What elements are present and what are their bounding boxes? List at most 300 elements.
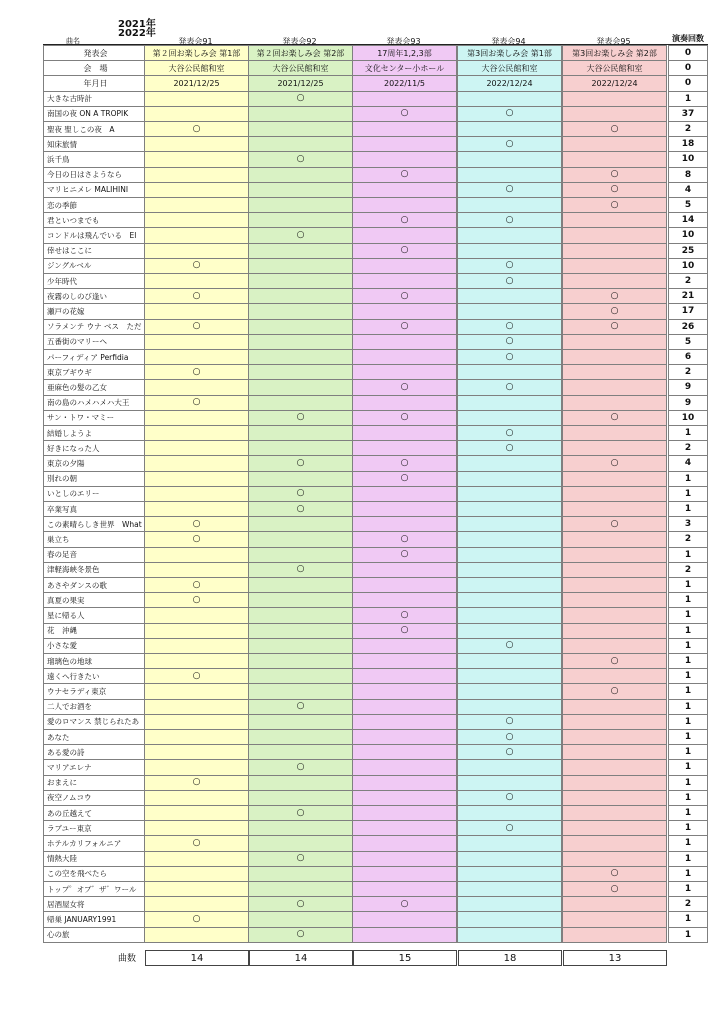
song-name-cell: あさやダンスの歌 <box>43 577 145 593</box>
performance-cell <box>457 699 562 715</box>
performance-cell <box>457 683 562 699</box>
performance-cell <box>144 805 249 821</box>
performed-mark: ○ <box>610 412 619 423</box>
performance-cell <box>562 699 667 715</box>
performed-mark: ○ <box>296 229 305 240</box>
performance-cell <box>562 379 667 395</box>
performance-cell <box>562 471 667 487</box>
performance-cell <box>457 486 562 502</box>
play-count-cell: 2 <box>668 896 708 912</box>
performance-cell <box>352 379 457 395</box>
performance-cell <box>352 395 457 411</box>
event-name-cell: 第3回お楽しみ会 第2部 <box>562 45 667 61</box>
play-count-cell: 1 <box>668 775 708 791</box>
performance-cell <box>562 759 667 775</box>
event-column-header: 発表会93 <box>386 37 421 46</box>
performance-cell <box>562 151 667 167</box>
performance-cell <box>562 835 667 851</box>
performance-cell <box>562 303 667 319</box>
play-count-cell: 1 <box>668 911 708 927</box>
performance-cell <box>562 243 667 259</box>
performance-cell <box>248 349 353 365</box>
performance-cell <box>457 638 562 654</box>
performed-mark: ○ <box>505 108 514 119</box>
song-name-cell: 星に帰る人 <box>43 607 145 623</box>
performance-cell <box>248 288 353 304</box>
performance-cell <box>144 106 249 122</box>
performance-cell <box>457 592 562 608</box>
performance-cell <box>457 410 562 426</box>
performance-cell <box>457 471 562 487</box>
performance-cell <box>248 744 353 760</box>
performance-cell <box>144 668 249 684</box>
performance-cell <box>562 395 667 411</box>
performance-cell <box>248 319 353 335</box>
performed-mark: ○ <box>505 442 514 453</box>
performance-cell <box>562 501 667 517</box>
performance-cell <box>457 714 562 730</box>
performed-mark: ○ <box>505 336 514 347</box>
play-count-cell: 14 <box>668 212 708 228</box>
performance-cell <box>562 167 667 183</box>
performance-cell <box>562 729 667 745</box>
performed-mark: ○ <box>192 913 201 924</box>
performance-cell <box>248 714 353 730</box>
event-column-header: 発表会94 <box>491 37 526 46</box>
song-name-cell: 今日の日はさようなら <box>43 167 145 183</box>
song-name-cell: パーフィディア Perfidia <box>43 349 145 365</box>
performance-cell <box>457 121 562 137</box>
performance-cell <box>144 501 249 517</box>
performed-mark: ○ <box>505 427 514 438</box>
song-name-cell: 居酒屋女将 <box>43 896 145 912</box>
play-count-cell: 1 <box>668 486 708 502</box>
performance-cell <box>144 197 249 213</box>
performance-cell <box>248 881 353 897</box>
performance-cell <box>352 881 457 897</box>
performance-cell <box>248 653 353 669</box>
song-name-cell: 東京の夕陽 <box>43 455 145 471</box>
performance-cell <box>457 334 562 350</box>
play-count-cell: 1 <box>668 744 708 760</box>
performance-cell <box>457 790 562 806</box>
performance-cell <box>562 881 667 897</box>
event-date-cell: 2022/12/24 <box>562 75 667 91</box>
performance-cell <box>248 501 353 517</box>
play-count-cell: 1 <box>668 547 708 563</box>
performed-mark: ○ <box>296 929 305 940</box>
performance-cell <box>248 729 353 745</box>
performance-cell <box>562 562 667 578</box>
performance-cell <box>248 136 353 152</box>
performance-cell <box>562 531 667 547</box>
play-count-cell: 9 <box>668 395 708 411</box>
song-name-cell: ラブユー東京 <box>43 820 145 836</box>
performance-cell <box>457 729 562 745</box>
performance-cell <box>352 410 457 426</box>
performance-cell <box>352 683 457 699</box>
performance-cell <box>562 364 667 380</box>
play-count-cell: 5 <box>668 197 708 213</box>
performance-cell <box>144 349 249 365</box>
play-count-cell: 1 <box>668 759 708 775</box>
play-count-cell: 26 <box>668 319 708 335</box>
performance-cell <box>144 167 249 183</box>
play-count-cell: 18 <box>668 136 708 152</box>
performance-cell <box>144 577 249 593</box>
performed-mark: ○ <box>400 549 409 560</box>
performed-mark: ○ <box>296 807 305 818</box>
performance-cell <box>248 562 353 578</box>
song-name-cell: 津軽海峡冬景色 <box>43 562 145 578</box>
performance-cell <box>144 683 249 699</box>
performance-cell <box>248 303 353 319</box>
event-song-total: 13 <box>563 950 667 966</box>
play-count-cell: 1 <box>668 425 708 441</box>
performance-cell <box>144 486 249 502</box>
performance-cell <box>248 790 353 806</box>
performance-cell <box>562 607 667 623</box>
performance-cell <box>352 334 457 350</box>
performed-mark: ○ <box>296 457 305 468</box>
performed-mark: ○ <box>610 868 619 879</box>
performance-cell <box>144 303 249 319</box>
song-name-cell: ソラメンテ ウナ ベス ただ <box>43 319 145 335</box>
performance-cell <box>352 820 457 836</box>
performance-cell <box>144 744 249 760</box>
performed-mark: ○ <box>296 93 305 104</box>
play-count-cell: 1 <box>668 805 708 821</box>
play-count-cell: 10 <box>668 227 708 243</box>
event-column-header: 発表会95 <box>596 37 631 46</box>
performance-cell <box>352 440 457 456</box>
performed-mark: ○ <box>296 761 305 772</box>
performed-mark: ○ <box>505 746 514 757</box>
performance-cell <box>352 744 457 760</box>
performance-cell <box>562 91 667 107</box>
performance-cell <box>562 212 667 228</box>
performance-cell <box>457 106 562 122</box>
performed-mark: ○ <box>192 397 201 408</box>
play-count-cell: 1 <box>668 607 708 623</box>
performance-cell <box>562 820 667 836</box>
performance-cell <box>457 212 562 228</box>
performance-cell <box>457 303 562 319</box>
performed-mark: ○ <box>610 184 619 195</box>
play-count-cell: 2 <box>668 364 708 380</box>
performed-mark: ○ <box>400 412 409 423</box>
performed-mark: ○ <box>192 579 201 590</box>
performance-cell <box>352 592 457 608</box>
performed-mark: ○ <box>505 822 514 833</box>
song-name-cell: あなた <box>43 729 145 745</box>
performance-cell <box>144 121 249 137</box>
performance-cell <box>144 729 249 745</box>
performance-cell <box>248 395 353 411</box>
performance-cell <box>352 212 457 228</box>
song-name-cell: 倖せはここに <box>43 243 145 259</box>
song-name-cell: 聖夜 聖しこの夜 A <box>43 121 145 137</box>
performance-cell <box>352 516 457 532</box>
performance-cell <box>457 167 562 183</box>
performance-cell <box>352 653 457 669</box>
play-count-cell: 2 <box>668 531 708 547</box>
song-name-cell: マリアエレナ <box>43 759 145 775</box>
performance-cell <box>352 227 457 243</box>
performance-cell <box>144 607 249 623</box>
play-count-cell: 2 <box>668 562 708 578</box>
event-date-cell: 2022/11/5 <box>352 75 457 91</box>
song-name-cell: トップ゜オブ゛ザ゛ワール <box>43 881 145 897</box>
performance-cell <box>457 653 562 669</box>
event-venue-cell: 大谷公民館和室 <box>457 60 562 76</box>
performance-cell <box>144 881 249 897</box>
performance-cell <box>352 866 457 882</box>
performance-cell <box>352 577 457 593</box>
performance-cell <box>457 547 562 563</box>
play-count-cell: 1 <box>668 592 708 608</box>
performed-mark: ○ <box>400 473 409 484</box>
song-name-cell: 花 沖縄 <box>43 623 145 639</box>
play-count-cell: 1 <box>668 790 708 806</box>
song-name-cell: 南国の夜 ON A TROPIK <box>43 106 145 122</box>
performed-mark: ○ <box>610 518 619 529</box>
song-name-cell: 瑠璃色の地球 <box>43 653 145 669</box>
performance-cell <box>248 866 353 882</box>
play-count-cell: 1 <box>668 714 708 730</box>
event-name-cell: 第２回お楽しみ会 第2部 <box>248 45 353 61</box>
event-date-cell: 2021/12/25 <box>248 75 353 91</box>
year-label-2022: 2022年 <box>118 28 156 39</box>
performance-cell <box>457 243 562 259</box>
performance-cell <box>562 683 667 699</box>
performance-cell <box>144 759 249 775</box>
event-song-total: 14 <box>249 950 353 966</box>
song-name-cell: マリヒニメレ MALIHINI <box>43 182 145 198</box>
performance-cell <box>248 911 353 927</box>
performance-cell <box>144 471 249 487</box>
performance-cell <box>562 410 667 426</box>
song-name-cell: ホテルカリフォルニア <box>43 835 145 851</box>
performed-mark: ○ <box>296 153 305 164</box>
performed-mark: ○ <box>296 898 305 909</box>
performed-mark: ○ <box>610 169 619 180</box>
performance-cell <box>144 410 249 426</box>
performance-cell <box>457 911 562 927</box>
performance-cell <box>562 790 667 806</box>
performance-cell <box>248 607 353 623</box>
performance-cell <box>562 106 667 122</box>
performance-cell <box>562 121 667 137</box>
play-count-cell: 17 <box>668 303 708 319</box>
play-count-cell: 1 <box>668 501 708 517</box>
performance-cell <box>352 455 457 471</box>
performance-cell <box>248 197 353 213</box>
performance-cell <box>352 288 457 304</box>
song-name-cell: 好きになった人 <box>43 440 145 456</box>
performance-cell <box>457 623 562 639</box>
performance-cell <box>248 896 353 912</box>
performance-cell <box>352 927 457 943</box>
song-name-cell: 春の足音 <box>43 547 145 563</box>
performance-cell <box>144 288 249 304</box>
performance-cell <box>457 364 562 380</box>
performance-cell <box>457 775 562 791</box>
song-name-cell: 巣立ち <box>43 531 145 547</box>
performance-cell <box>457 91 562 107</box>
song-name-cell: 少年時代 <box>43 273 145 289</box>
performed-mark: ○ <box>296 853 305 864</box>
performance-cell <box>352 106 457 122</box>
play-count-cell: 25 <box>668 243 708 259</box>
event-song-total: 18 <box>458 950 562 966</box>
performance-cell <box>248 455 353 471</box>
play-count-cell: 37 <box>668 106 708 122</box>
song-name-cell: 愛のロマンス 禁じられたあ <box>43 714 145 730</box>
performance-cell <box>144 562 249 578</box>
event-name-cell: 第２回お楽しみ会 第1部 <box>144 45 249 61</box>
performed-mark: ○ <box>192 123 201 134</box>
performance-cell <box>248 379 353 395</box>
play-count-cell: 9 <box>668 379 708 395</box>
song-name-cell: この空を飛べたら <box>43 866 145 882</box>
performance-cell <box>352 501 457 517</box>
performance-cell <box>144 258 249 274</box>
song-name-cell: 小さな愛 <box>43 638 145 654</box>
performance-cell <box>352 896 457 912</box>
performance-cell <box>248 167 353 183</box>
performance-cell <box>457 136 562 152</box>
performed-mark: ○ <box>610 290 619 301</box>
performance-cell <box>562 866 667 882</box>
performed-mark: ○ <box>192 837 201 848</box>
performed-mark: ○ <box>505 731 514 742</box>
song-name-cell: 夜空ノムコウ <box>43 790 145 806</box>
song-name-cell: 恋の季節 <box>43 197 145 213</box>
play-count-cell: 3 <box>668 516 708 532</box>
performance-cell <box>248 683 353 699</box>
performance-cell <box>144 927 249 943</box>
song-name-cell: 東京ブギウギ <box>43 364 145 380</box>
performance-cell <box>248 851 353 867</box>
event-column-header: 発表会92 <box>282 37 317 46</box>
play-count-cell: 4 <box>668 455 708 471</box>
performance-cell <box>457 197 562 213</box>
total-label: 曲数 <box>118 954 137 964</box>
song-name-cell: おまえに <box>43 775 145 791</box>
play-count-cell: 1 <box>668 638 708 654</box>
performance-cell <box>144 851 249 867</box>
play-count-cell: 5 <box>668 334 708 350</box>
performance-cell <box>248 486 353 502</box>
play-count-cell: 1 <box>668 623 708 639</box>
performed-mark: ○ <box>400 898 409 909</box>
play-count-cell: 1 <box>668 471 708 487</box>
performance-cell <box>144 425 249 441</box>
performance-cell <box>457 759 562 775</box>
event-name-cell: 第3回お楽しみ会 第1部 <box>457 45 562 61</box>
song-name-cell: 遠くへ行きたい <box>43 668 145 684</box>
song-name-cell: 瀬戸の花嫁 <box>43 303 145 319</box>
performance-cell <box>457 805 562 821</box>
performed-mark: ○ <box>505 716 514 727</box>
year-label-2021: 2021年 <box>118 19 156 30</box>
song-name-cell: 知床旅情 <box>43 136 145 152</box>
event-venue-cell: 大谷公民館和室 <box>248 60 353 76</box>
performance-cell <box>248 820 353 836</box>
performance-cell <box>352 471 457 487</box>
performance-cell <box>562 486 667 502</box>
performed-mark: ○ <box>296 564 305 575</box>
performance-cell <box>562 349 667 365</box>
performance-cell <box>457 516 562 532</box>
performance-cell <box>248 121 353 137</box>
performance-cell <box>457 182 562 198</box>
performed-mark: ○ <box>505 321 514 332</box>
performance-cell <box>457 881 562 897</box>
performance-cell <box>562 425 667 441</box>
performed-mark: ○ <box>400 381 409 392</box>
performance-cell <box>248 258 353 274</box>
performed-mark: ○ <box>400 290 409 301</box>
performance-cell <box>457 562 562 578</box>
performance-cell <box>457 455 562 471</box>
performed-mark: ○ <box>505 275 514 286</box>
performance-cell <box>562 668 667 684</box>
performance-cell <box>352 851 457 867</box>
performance-cell <box>248 334 353 350</box>
performance-cell <box>352 486 457 502</box>
performed-mark: ○ <box>400 108 409 119</box>
performance-cell <box>562 623 667 639</box>
header-row-label: 会 場 <box>43 60 145 76</box>
performance-cell <box>352 668 457 684</box>
performed-mark: ○ <box>610 685 619 696</box>
performance-cell <box>144 699 249 715</box>
performance-cell <box>144 835 249 851</box>
song-name-cell: 浜千鳥 <box>43 151 145 167</box>
performance-cell <box>457 349 562 365</box>
play-count-cell: 1 <box>668 699 708 715</box>
performance-cell <box>457 820 562 836</box>
event-venue-cell: 大谷公民館和室 <box>144 60 249 76</box>
performed-mark: ○ <box>610 199 619 210</box>
performance-cell <box>352 607 457 623</box>
performance-cell <box>144 638 249 654</box>
performance-cell <box>352 425 457 441</box>
performance-cell <box>352 319 457 335</box>
performance-cell <box>562 744 667 760</box>
performed-mark: ○ <box>505 351 514 362</box>
song-name-cell: 別れの朝 <box>43 471 145 487</box>
performance-cell <box>457 607 562 623</box>
performance-cell <box>457 440 562 456</box>
performance-cell <box>248 212 353 228</box>
performance-cell <box>562 273 667 289</box>
performance-cell <box>457 744 562 760</box>
performance-cell <box>144 91 249 107</box>
performance-cell <box>457 151 562 167</box>
performance-cell <box>352 729 457 745</box>
performance-cell <box>352 835 457 851</box>
performance-cell <box>352 699 457 715</box>
performance-cell <box>248 471 353 487</box>
song-name-cell: ウナセラディ東京 <box>43 683 145 699</box>
play-count-cell: 1 <box>668 729 708 745</box>
performance-cell <box>248 410 353 426</box>
song-name-cell: ジングルベル <box>43 258 145 274</box>
performed-mark: ○ <box>400 321 409 332</box>
